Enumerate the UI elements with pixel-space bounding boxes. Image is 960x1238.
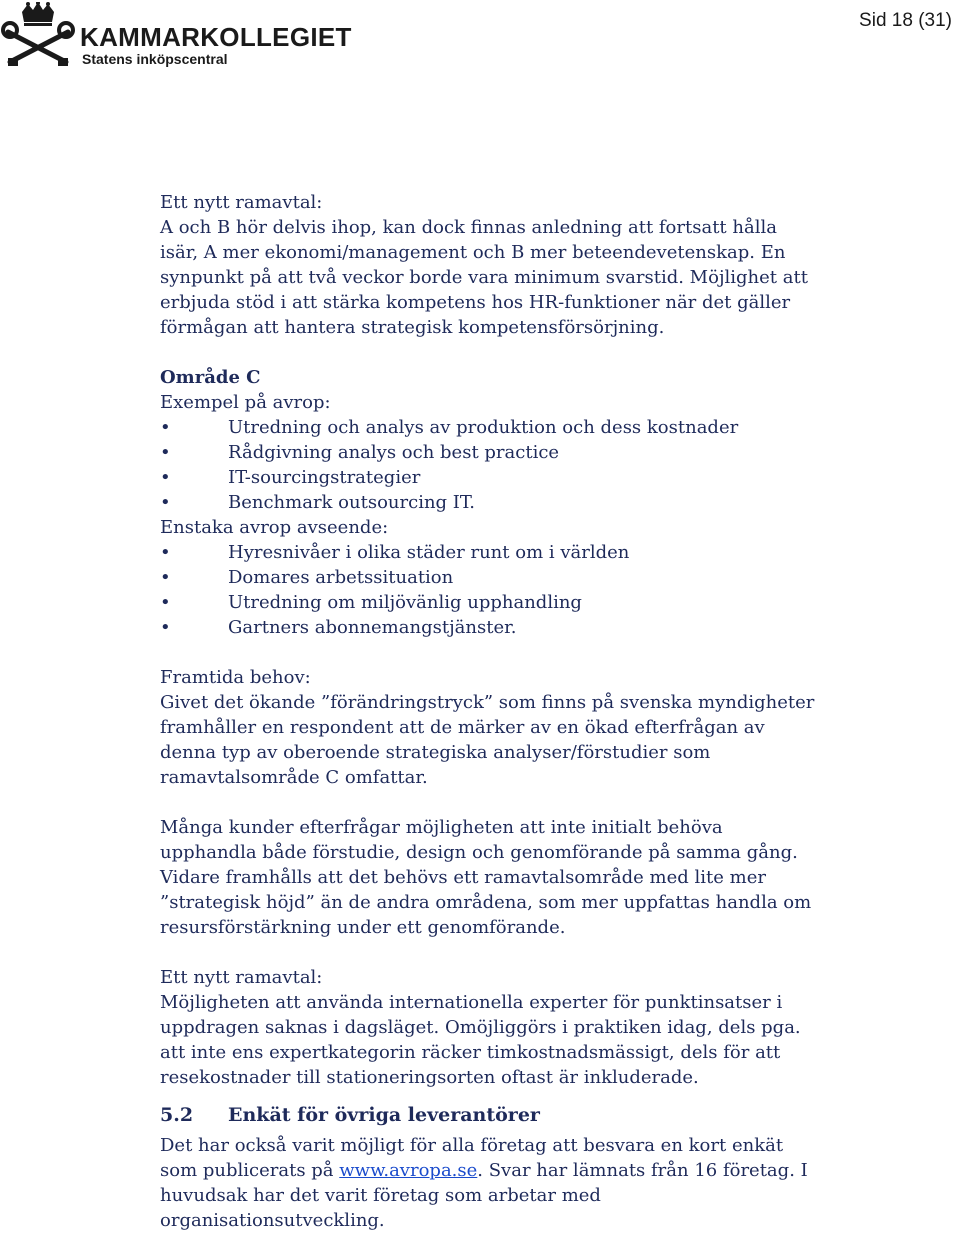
page-header (0, 0, 960, 70)
bullet-icon: • (160, 467, 171, 488)
text-line: Det har också varit möjligt för alla företag att besvara en kort enkät (160, 1135, 784, 1156)
text-line: synpunkt på att två veckor borde vara minimum svarstid. Möjlighet att (160, 267, 808, 288)
list-item (160, 590, 860, 615)
bullet-icon: • (160, 542, 171, 563)
section-5-2 (160, 1103, 860, 1233)
text-line: framhåller en respondent att de märker av en ökad efterfrågan av (160, 717, 765, 738)
list-item (160, 415, 860, 440)
heading-new-agreement: Ett nytt ramavtal: (160, 967, 323, 988)
list-item-text: Rådgivning analys och best practice (228, 442, 560, 463)
section-number: 5.2 (160, 1104, 194, 1126)
text-span: som publicerats på (160, 1160, 340, 1181)
text-line: erbjuda stöd i att stärka kompetens hos HR-funktioner när det gäller (160, 292, 791, 313)
crown-crossed-keys-icon (0, 2, 76, 68)
single-orders-list (160, 540, 860, 640)
text-line: denna typ av oberoende strategiska analyser/förstudier som (160, 742, 711, 763)
future-heading: Framtida behov: (160, 667, 311, 688)
bullet-icon: • (160, 592, 171, 613)
section-area-c (160, 365, 860, 640)
section-ab-new-agreement (160, 190, 860, 340)
section-future-needs (160, 665, 860, 940)
text-line: Vidare framhålls att det behövs ett ramavtalsområde med lite mer (160, 867, 766, 888)
list-item-text: Domares arbetssituation (228, 567, 454, 588)
area-c-title: Område C (160, 367, 261, 388)
text-line: ramavtalsområde C omfattar. (160, 767, 428, 788)
section-title: Enkät för övriga leverantörer (228, 1104, 540, 1126)
text-line: isär, A mer ekonomi/management och B mer beteendevetenskap. En (160, 242, 786, 263)
text-line: A och B hör delvis ihop, kan dock finnas anledning att fortsatt hålla (160, 217, 777, 238)
list-item-text: Benchmark outsourcing IT. (228, 492, 475, 513)
examples-list (160, 415, 860, 515)
logo-subtitle: Statens inköpscentral (82, 51, 228, 67)
text-line: Möjligheten att använda internationella experter för punktinsatser i (160, 992, 783, 1013)
list-item (160, 490, 860, 515)
bullet-icon: • (160, 442, 171, 463)
avropa-link[interactable]: www.avropa.se (339, 1160, 478, 1181)
bullet-icon: • (160, 617, 171, 638)
examples-heading: Exempel på avrop: (160, 392, 331, 413)
list-item-text: IT-sourcingstrategier (228, 467, 421, 488)
text-line: organisationsutveckling. (160, 1210, 385, 1231)
text-line (160, 1158, 860, 1183)
list-item (160, 465, 860, 490)
list-item-text: Utredning och analys av produktion och dess kostnader (228, 417, 739, 438)
text-line: ”strategisk höjd” än de andra områdena, som mer uppfattas handla om (160, 892, 812, 913)
list-item-text: Utredning om miljövänlig upphandling (228, 592, 582, 613)
text-line: huvudsak har det varit företag som arbetar med (160, 1185, 601, 1206)
kammarkollegiet-logo (0, 2, 352, 68)
document-body (160, 190, 860, 1233)
text-span: . Svar har lämnats från 16 företag. I (477, 1160, 808, 1181)
page-number: Sid 18 (31) (859, 10, 952, 31)
bullet-icon: • (160, 567, 171, 588)
text-line: förmågan att hantera strategisk kompetensförsörjning. (160, 317, 665, 338)
section-new-agreement-2 (160, 965, 860, 1090)
list-item (160, 440, 860, 465)
list-item (160, 565, 860, 590)
text-line: upphandla både förstudie, design och genomförande på samma gång. (160, 842, 798, 863)
bullet-icon: • (160, 417, 171, 438)
list-item-text: Gartners abonnemangstjänster. (228, 617, 517, 638)
list-item-text: Hyresnivåer i olika städer runt om i världen (228, 542, 630, 563)
bullet-icon: • (160, 492, 171, 513)
text-line: resekostnader till stationeringsorten oftast är inkluderade. (160, 1067, 699, 1088)
text-line: Många kunder efterfrågar möjligheten att inte initialt behöva (160, 817, 723, 838)
text-line: resursförstärkning under ett genomförande. (160, 917, 566, 938)
heading-new-agreement: Ett nytt ramavtal: (160, 192, 323, 213)
logo-name: KAMMARKOLLEGIET (80, 22, 352, 52)
list-item (160, 540, 860, 565)
text-line: Givet det ökande ”förändringstryck” som finns på svenska myndigheter (160, 692, 815, 713)
text-line: uppdragen saknas i dagsläget. Omöjliggörs i praktiken idag, dels pga. (160, 1017, 801, 1038)
text-line: att inte ens expertkategorin räcker timkostnadsmässigt, dels för att (160, 1042, 781, 1063)
section-heading (160, 1103, 860, 1128)
single-orders-heading: Enstaka avrop avseende: (160, 517, 389, 538)
list-item (160, 615, 860, 640)
